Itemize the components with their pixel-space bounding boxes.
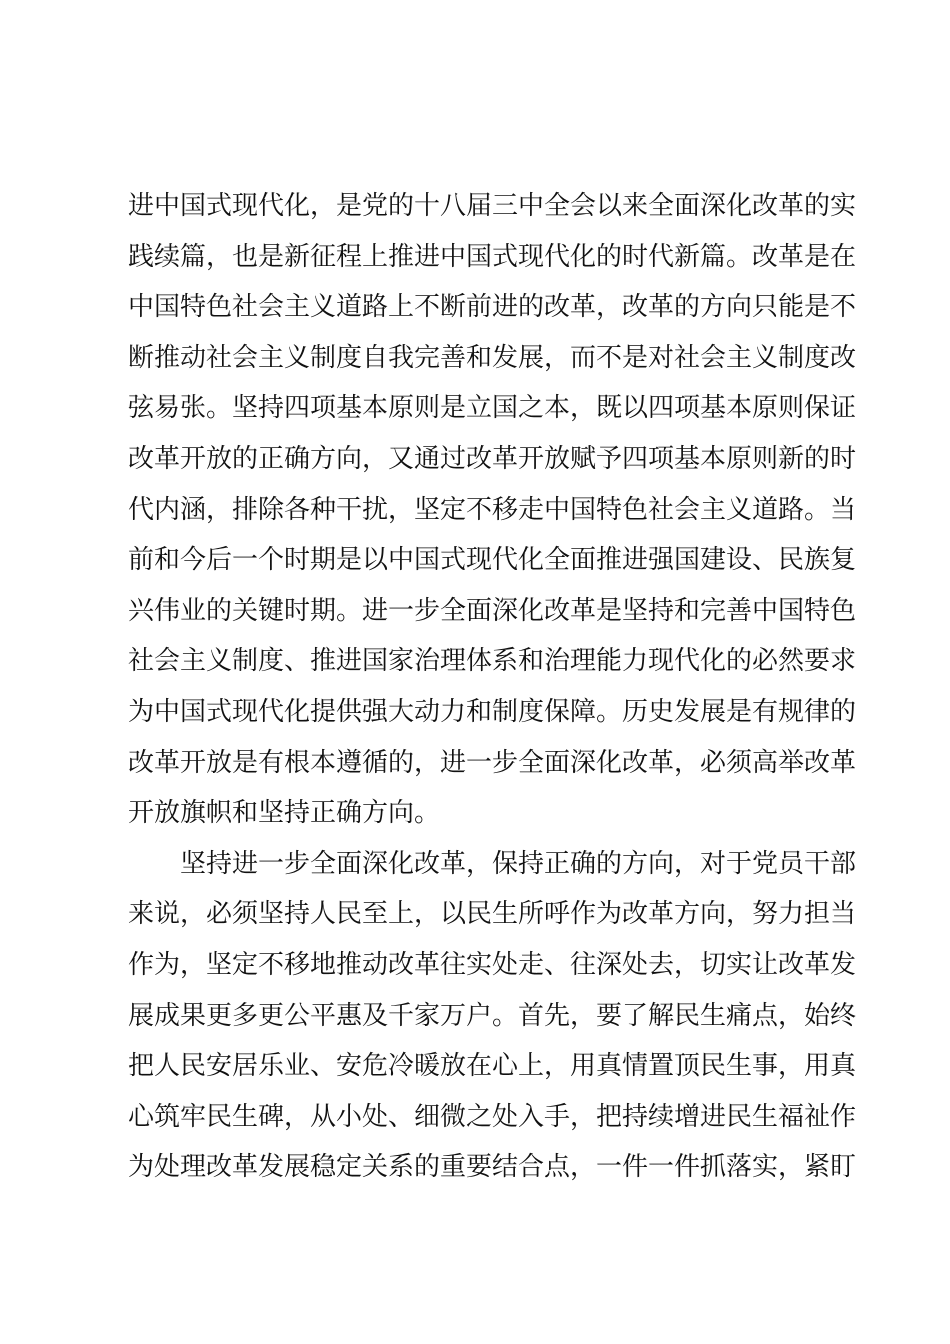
text-line: 来说，必须坚持人民至上，以民生所呼作为改革方向，努力担当 bbox=[128, 899, 857, 930]
text-line: 兴伟业的关键时期。进一步全面深化改革是坚持和完善中国特色 bbox=[128, 595, 857, 626]
text-line: 弦易张。坚持四项基本原则是立国之本，既以四项基本原则保证 bbox=[128, 393, 857, 424]
paragraph-1 bbox=[128, 181, 857, 839]
document-body bbox=[128, 181, 857, 1193]
text-line: 践续篇，也是新征程上推进中国式现代化的时代新篇。改革是在 bbox=[128, 241, 857, 272]
text-line: 为处理改革发展稳定关系的重要结合点，一件一件抓落实，紧盯 bbox=[128, 1152, 857, 1183]
text-line: 前和今后一个时期是以中国式现代化全面推进强国建设、民族复 bbox=[128, 545, 857, 576]
text-line: 开放旗帜和坚持正确方向。 bbox=[128, 798, 441, 829]
text-line: 改革开放是有根本遵循的，进一步全面深化改革，必须高举改革 bbox=[128, 747, 857, 778]
text-line: 把人民安居乐业、安危冷暖放在心上，用真情置顶民生事，用真 bbox=[128, 1051, 857, 1082]
text-line: 中国特色社会主义道路上不断前进的改革，改革的方向只能是不 bbox=[128, 292, 857, 323]
paragraph-2 bbox=[128, 839, 857, 1193]
text-line: 社会主义制度、推进国家治理体系和治理能力现代化的必然要求 bbox=[128, 646, 857, 677]
text-line: 代内涵，排除各种干扰，坚定不移走中国特色社会主义道路。当 bbox=[128, 494, 857, 525]
text-line: 改革开放的正确方向，又通过改革开放赋予四项基本原则新的时 bbox=[128, 443, 857, 474]
text-line: 心筑牢民生碑，从小处、细微之处入手，把持续增进民生福祉作 bbox=[128, 1101, 857, 1132]
text-line: 为中国式现代化提供强大动力和制度保障。历史发展是有规律的 bbox=[128, 696, 857, 727]
text-line: 作为，坚定不移地推动改革往实处走、往深处去，切实让改革发 bbox=[128, 949, 857, 980]
text-line: 展成果更多更公平惠及千家万户。首先，要了解民生痛点，始终 bbox=[128, 1000, 857, 1031]
text-line: 坚持进一步全面深化改革，保持正确的方向，对于党员干部 bbox=[180, 848, 857, 879]
text-line: 进中国式现代化，是党的十八届三中全会以来全面深化改革的实 bbox=[128, 191, 857, 221]
text-line: 断推动社会主义制度自我完善和发展，而不是对社会主义制度改 bbox=[128, 342, 857, 373]
